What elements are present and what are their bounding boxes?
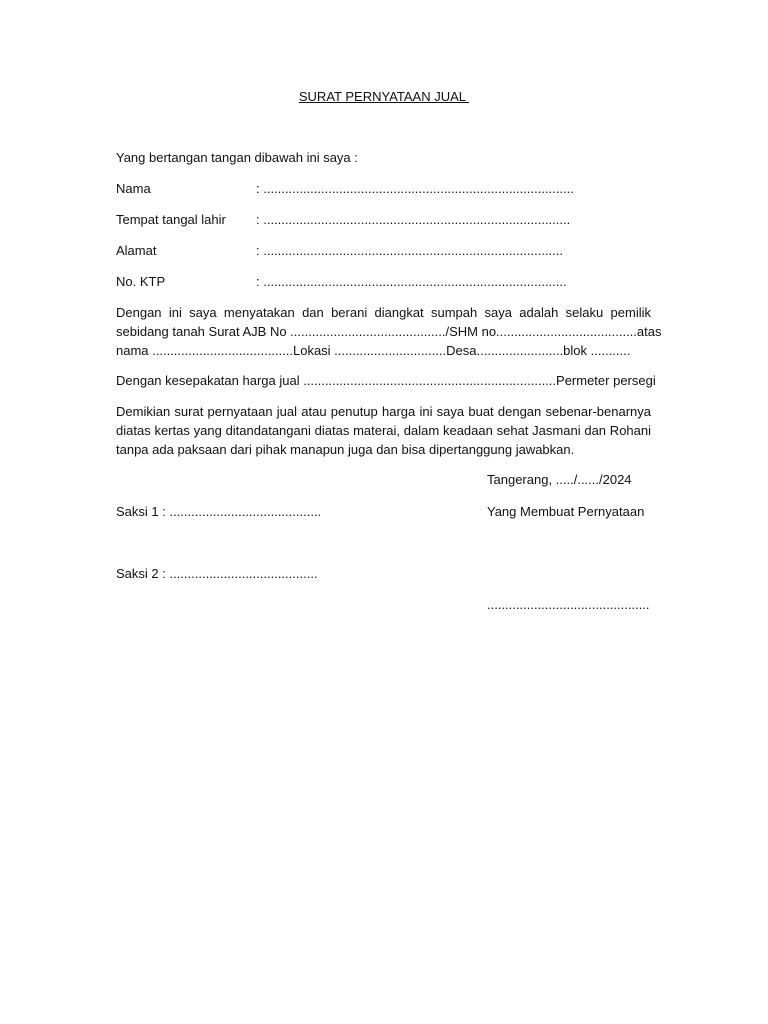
intro-text: Yang bertangan tangan dibawah ini saya : bbox=[116, 150, 358, 165]
witness-2: Saksi 2 : ......................................... bbox=[116, 566, 318, 581]
signature-line: ............................................. bbox=[487, 597, 650, 612]
field-label-nama: Nama bbox=[116, 181, 151, 196]
field-label-alamat: Alamat bbox=[116, 243, 157, 258]
statement-paragraph bbox=[116, 303, 662, 360]
place-date: Tangerang, ...../....../2024 bbox=[487, 472, 632, 487]
price-line: Dengan kesepakatan harga jual ......................................................................Permeter persegi bbox=[116, 373, 656, 388]
closing-line-3: tanpa ada paksaan dari pihak manapun juga dan bisa dipertanggung jawabkan. bbox=[116, 442, 575, 457]
field-value-nama: : ...................................................................................... bbox=[256, 181, 574, 196]
closing-line-2: diatas kertas yang ditandatangani diatas materai, dalam keadaan sehat Jasmani dan Rohani bbox=[116, 423, 651, 438]
closing-line-1: Demikian surat pernyataan jual atau penutup harga ini saya buat dengan sebenar-benarnya bbox=[116, 404, 651, 419]
witness-1: Saksi 1 : .......................................... bbox=[116, 504, 322, 519]
field-label-ktp: No. KTP bbox=[116, 274, 166, 289]
signer-title: Yang Membuat Pernyataan bbox=[487, 504, 645, 519]
field-label-ttl: Tempat tangal lahir bbox=[116, 212, 226, 227]
field-value-ktp: : .................................................................................... bbox=[256, 274, 567, 289]
closing-paragraph bbox=[116, 402, 651, 459]
field-value-ttl: : ..................................................................................... bbox=[256, 212, 571, 227]
document-title: SURAT PERNYATAAN JUAL bbox=[298, 89, 470, 104]
statement-line-2: sebidang tanah Surat AJB No .........................................../SHM no.......................................atas bbox=[116, 324, 662, 339]
statement-line-1: Dengan ini saya menyatakan dan berani diangkat sumpah saya adalah selaku pemilik bbox=[116, 305, 651, 320]
statement-line-3: nama .......................................Lokasi ...............................Desa........................blok ........... bbox=[116, 343, 631, 358]
field-value-alamat: : ................................................................................... bbox=[256, 243, 564, 258]
